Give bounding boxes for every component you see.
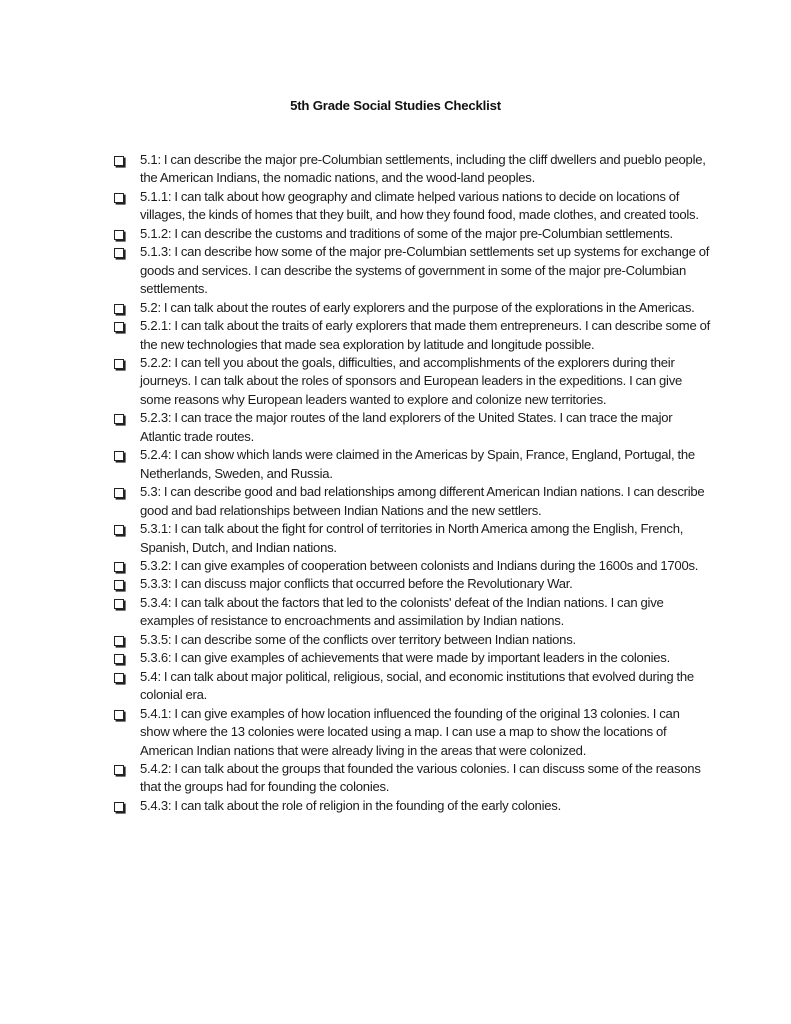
checklist-item-text: 5.3: I can describe good and bad relationships among different American Indian nations. I can describe good and bad relationships between Indian Nations and the new settlers. [140,484,705,518]
checklist-item-text: 5.3.1: I can talk about the fight for control of territories in North America among the English, French, Spanish, Dutch, and Indian nations. [140,521,684,555]
checkbox-icon[interactable] [114,359,124,369]
checklist-item-text: 5.1: I can describe the major pre-Columbian settlements, including the cliff dwellers and pueblo people, the American Indians, the nomadic nations, and the wood-land peoples. [140,152,706,186]
checklist [112,151,712,815]
checklist-item-text: 5.4: I can talk about major political, religious, social, and economic institutions that evolved during the colonial era. [140,668,694,703]
checklist-item [112,354,712,409]
checklist-item [112,594,712,631]
checklist-item-text: 5.2: I can talk about the routes of early explorers and the purpose of the explorations in the Americas. [140,299,695,315]
checklist-item [112,299,712,317]
checklist-item [112,557,712,575]
checkbox-icon[interactable] [114,580,124,590]
checkbox-icon[interactable] [114,248,124,258]
checklist-item-text: 5.4.3: I can talk about the role of religion in the founding of the early colonies. [140,797,561,813]
checkbox-icon[interactable] [114,322,124,332]
checklist-item [112,446,712,483]
checkbox-icon[interactable] [114,414,124,424]
checklist-item [112,649,712,667]
checkbox-icon[interactable] [114,562,124,572]
checklist-item-text: 5.2.4: I can show which lands were claimed in the Americas by Spain, France, England, Portugal, the Netherlands, Sweden, and Russia. [140,447,695,481]
checklist-item [112,760,712,797]
checklist-item [112,243,712,298]
checklist-item-text: 5.4.2: I can talk about the groups that founded the various colonies. I can discuss some of the reasons that the groups had for founding the colonies. [140,760,701,795]
checkbox-icon[interactable] [114,802,124,812]
page-title: 5th Grade Social Studies Checklist [290,98,501,113]
checklist-item [112,225,712,243]
checklist-item-text: 5.4.1: I can give examples of how location influenced the founding of the original 13 colonies. I can show where the 13 colonies were located using a map. I can use a map to show the locations of American Indian nations that were already living in the areas that were colonized. [140,705,680,758]
checklist-item [112,705,712,760]
checkbox-icon[interactable] [114,673,124,683]
checkbox-icon[interactable] [114,599,124,609]
checklist-item-text: 5.3.5: I can describe some of the conflicts over territory between Indian nations. [140,631,576,647]
checklist-item [112,520,712,557]
checklist-item-text: 5.3.6: I can give examples of achievements that were made by important leaders in the colonies. [140,650,670,666]
checkbox-icon[interactable] [114,636,124,646]
checkbox-icon[interactable] [114,451,124,461]
checklist-item-text: 5.1.2: I can describe the customs and traditions of some of the major pre-Columbian settlements. [140,225,673,241]
checklist-item [112,317,712,354]
checklist-item [112,188,712,225]
checklist-item [112,668,712,705]
checklist-item [112,151,712,188]
checklist-item [112,797,712,815]
checkbox-icon[interactable] [114,193,124,203]
checklist-item-text: 5.2.3: I can trace the major routes of the land explorers of the United States. I can trace the major Atlantic trade routes. [140,410,673,444]
checklist-item-text: 5.3.4: I can talk about the factors that led to the colonists' defeat of the Indian nations. I can give examples of resistance to encroachments and assimilation by Indian nations. [140,594,664,629]
checkbox-icon[interactable] [114,230,124,240]
checklist-item-text: 5.2.2: I can tell you about the goals, difficulties, and accomplishments of the explorers during their journeys. I can talk about the roles of sponsors and European leaders in the expeditions. I can give some reasons why European leaders wanted to explore and colonize new territories. [140,354,683,407]
checklist-item-text: 5.3.3: I can discuss major conflicts that occurred before the Revolutionary War. [140,576,573,592]
checklist-item [112,631,712,649]
checklist-item [112,409,712,446]
checklist-item [112,575,712,593]
checkbox-icon[interactable] [114,156,124,166]
checkbox-icon[interactable] [114,654,124,664]
checkbox-icon[interactable] [114,488,124,498]
checkbox-icon[interactable] [114,525,124,535]
checkbox-icon[interactable] [114,304,124,314]
checkbox-icon[interactable] [114,710,124,720]
checklist-item-text: 5.2.1: I can talk about the traits of early explorers that made them entrepreneurs. I can describe some of the new technologies that made sea exploration by latitude and longitude possible. [140,318,711,352]
checklist-item [112,483,712,520]
checklist-item-text: 5.1.1: I can talk about how geography and climate helped various nations to decide on locations of villages, the kinds of homes that they built, and how they found food, made clothes, and created tools. [140,188,699,223]
checklist-item-text: 5.3.2: I can give examples of cooperation between colonists and Indians during the 1600s and 1700s. [140,557,699,573]
checklist-item-text: 5.1.3: I can describe how some of the major pre-Columbian settlements set up systems for exchange of goods and services. I can describe the systems of government in some of the major pre-Columbian settlements. [140,244,710,297]
checkbox-icon[interactable] [114,765,124,775]
